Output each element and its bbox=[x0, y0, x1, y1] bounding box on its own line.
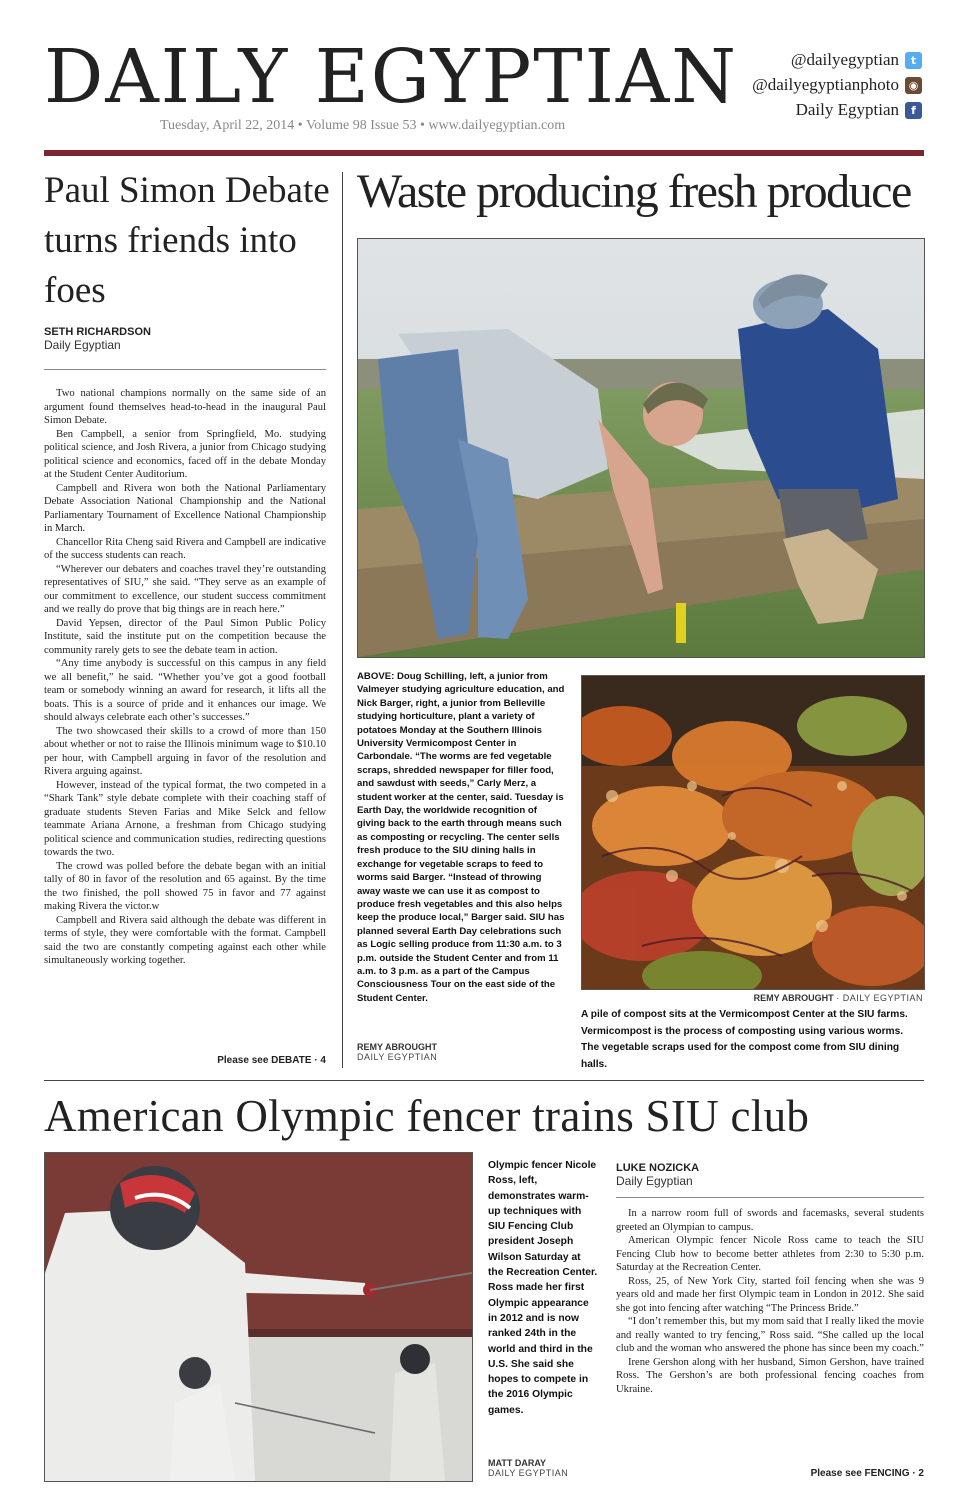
debate-paragraph: Chancellor Rita Cheng said Rivera and Campbell are indicative of the success students can reach. bbox=[44, 536, 326, 561]
debate-paragraph: “Any time anybody is successful on this campus in any field we all benefit,” he said. “Whether you’ve got a good football team or somebody winning an award for research, it lifts all the boats. This is a source of pride and it enhances our image. We should always celebrate each other’s successes.” bbox=[44, 658, 326, 723]
masthead-title: DAILY EGYPTIAN bbox=[44, 34, 739, 120]
fencing-photo-caption: Olympic fencer Nicole Ross, left, demonstrates warm-up techniques with SIU Fencing Club president Joseph Wilson Saturday at the Recreation Center. Ross made her first Olympic appearance in 2012 and is now ranked 24th in the world and third in the U.S. She said she hopes to compete in the 2016 Olympic games. bbox=[488, 1160, 598, 1416]
fencing-jump-link[interactable]: Please see FENCING · 2 bbox=[810, 1468, 924, 1479]
debate-paragraph: “Wherever our debaters and coaches travel they’re outstanding representatives of SIU,” she said. “They serve as an example of our commitment to excellence, our student success commitment and we really do prove that big things are in reach here.” bbox=[44, 563, 326, 615]
fencing-credit-org: DAILY EGYPTIAN bbox=[488, 1468, 569, 1478]
masthead-rule bbox=[44, 150, 924, 156]
fencing-author: LUKE NOZICKA bbox=[616, 1162, 700, 1174]
facebook-icon: f bbox=[905, 102, 922, 119]
garden-photo-credit bbox=[357, 1042, 565, 1062]
debate-paragraph: The two showcased their skills to a crowd of more than 150 about whether or not to raise the Illinois minimum wage to $10.10 per hour, with Campbell arguing in favor of the resolution and Rivera arguing against. bbox=[44, 725, 326, 777]
twitter-icon: t bbox=[905, 52, 922, 69]
garden-photo-caption: ABOVE: Doug Schilling, left, a junior from Valmeyer studying agriculture education, and Nick Barger, right, a junior from Belleville studying horticulture, plant a variety of potatoes Monday at the Southern Illinois University Vermicompost Center in Carbondale. “The worms are fed vegetable scraps, shredded newspaper for filler food, and sawdust with seeds,” Carly Merz, a student worker at the center, said. Tuesday is Earth Day, the worldwide recognition of giving back to the earth through means such as composting or recycling. The center sells fresh produce to the SIU dining halls in exchange for vegetable scraps to feed to worms said Barger. “Instead of throwing away waste we can use it as compost to produce fresh vegetables and this also helps keep the produce local,” Barger said. SIU has planned several Earth Day celebrations such as Logic selling produce from 11:30 a.m. to 3 p.m. outside the Student Center and from 11 a.m. to 3 p.m. as a part of the Campus Consciousness Tour on the east side of the Student Center. bbox=[357, 671, 565, 1004]
social-twitter-label: @dailyegyptian bbox=[790, 50, 899, 69]
debate-paragraph: However, instead of the typical format, the two competed in a “Shark Tank” style debate complete with their coaching staff of graduate students Steven Farias and Mike Selck and fellow teammate Ariana Arnone, a freshman from Chicago studying political science and communication studies, redirecting questions towards the two. bbox=[44, 779, 326, 858]
column-divider bbox=[342, 172, 343, 1068]
debate-headline: Paul Simon Debate turns friends into foes bbox=[44, 170, 330, 311]
fencing-body bbox=[616, 1207, 924, 1396]
fencing-photo-illustration bbox=[45, 1153, 472, 1481]
social-instagram[interactable] bbox=[752, 75, 922, 95]
debate-paragraph: Two national champions normally on the same side of an argument found themselves head-to-head in the inaugural Paul Simon Debate. bbox=[44, 388, 326, 426]
fencing-divider bbox=[616, 1197, 924, 1198]
debate-paragraph: Campbell and Rivera said although the debate was different in terms of style, they were comfortable with the format. Campbell said the two are constantly competing against each other while simultaneously working together. bbox=[44, 914, 326, 966]
fencing-credit-name: MATT DARAY bbox=[488, 1458, 546, 1468]
fencing-headline: American Olympic fencer trains SIU club bbox=[44, 1091, 810, 1141]
garden-credit-name: REMY ABROUGHT bbox=[357, 1042, 438, 1052]
debate-paragraph: Campbell and Rivera won both the National Parliamentary Debate Association National Championship and the National Parliamentary Tournament of Excellence National Championship in March. bbox=[44, 482, 326, 534]
debate-author: SETH RICHARDSON bbox=[44, 326, 151, 338]
debate-paragraph: David Yepsen, director of the Paul Simon Public Policy Institute, said the institute put on the competition because the community rarely gets to see the debate team in action. bbox=[44, 617, 326, 656]
fencing-paragraph: “I don’t remember this, but my mom said that I really liked the movie and really wanted to try fencing,” Ross said. “She called up the local club and the woman who answered the phone has since been my coach.” bbox=[616, 1316, 924, 1354]
compost-headline: Waste producing fresh produce bbox=[357, 165, 911, 218]
instagram-icon: ◉ bbox=[905, 77, 922, 94]
compost-photo-credit bbox=[581, 993, 923, 1004]
social-twitter[interactable] bbox=[791, 50, 922, 70]
compost-photo-illustration bbox=[582, 676, 924, 989]
debate-jump-link[interactable]: Please see DEBATE · 4 bbox=[217, 1055, 326, 1066]
garden-photo bbox=[357, 238, 925, 658]
fencing-paragraph: Irene Gershon along with her husband, Simon Gershon, have trained Ross. The Gershon’s are both professional fencing coaches from Ukraine. bbox=[616, 1356, 924, 1395]
debate-divider bbox=[44, 369, 326, 370]
masthead-dateline: Tuesday, April 22, 2014 • Volume 98 Issue 53 • www.dailyegyptian.com bbox=[160, 118, 566, 133]
compost-credit-org: DAILY EGYPTIAN bbox=[842, 993, 923, 1003]
compost-credit-name: REMY ABROUGHT bbox=[753, 993, 834, 1003]
fencing-org: Daily Egyptian bbox=[616, 1174, 693, 1188]
garden-photo-illustration bbox=[358, 239, 924, 657]
debate-org: Daily Egyptian bbox=[44, 338, 121, 352]
social-facebook-label: Daily Egyptian bbox=[795, 100, 899, 119]
section-divider bbox=[44, 1080, 924, 1081]
fencing-byline bbox=[616, 1162, 924, 1188]
debate-paragraph: The crowd was polled before the debate began with an initial tally of 80 in favor of the resolution and 65 against. By the time the two finished, the poll showed 75 in favor and 77 against making Rivera the victor.w bbox=[44, 860, 326, 912]
debate-body bbox=[44, 387, 326, 968]
fencing-paragraph: American Olympic fencer Nicole Ross came to teach the SIU Fencing Club how to become better athletes from 2:30 to 5:30 p.m. Saturday at the Recreation Center. bbox=[616, 1235, 924, 1273]
fencing-paragraph: In a narrow room full of swords and facemasks, several students greeted an Olympian to campus. bbox=[616, 1208, 924, 1233]
fencing-paragraph: Ross, 25, of New York City, started foil fencing when she was 9 years old and made her first Olympic team in London in 2012. She said she got into fencing after watching “The Princess Bride.” bbox=[616, 1275, 924, 1314]
debate-byline bbox=[44, 326, 334, 352]
fencing-photo bbox=[44, 1152, 473, 1482]
compost-photo bbox=[581, 675, 925, 990]
compost-photo-caption: A pile of compost sits at the Vermicompost Center at the SIU farms. Vermicompost is the process of composting using various worms. The vegetable scraps used for the compost come from SIU dining halls. bbox=[581, 1009, 908, 1070]
garden-credit-org: DAILY EGYPTIAN bbox=[357, 1052, 438, 1062]
debate-paragraph: Ben Campbell, a senior from Springfield, Mo. studying political science, and Josh Rivera, a junior from Chicago studying political science and economics, faced off in the debate Monday at the Student Center Auditorium. bbox=[44, 428, 326, 480]
social-instagram-label: @dailyegyptianphoto bbox=[752, 75, 899, 94]
social-facebook[interactable] bbox=[796, 100, 922, 120]
compost-credit-sep: · bbox=[836, 993, 843, 1003]
fencing-photo-credit bbox=[488, 1458, 598, 1478]
